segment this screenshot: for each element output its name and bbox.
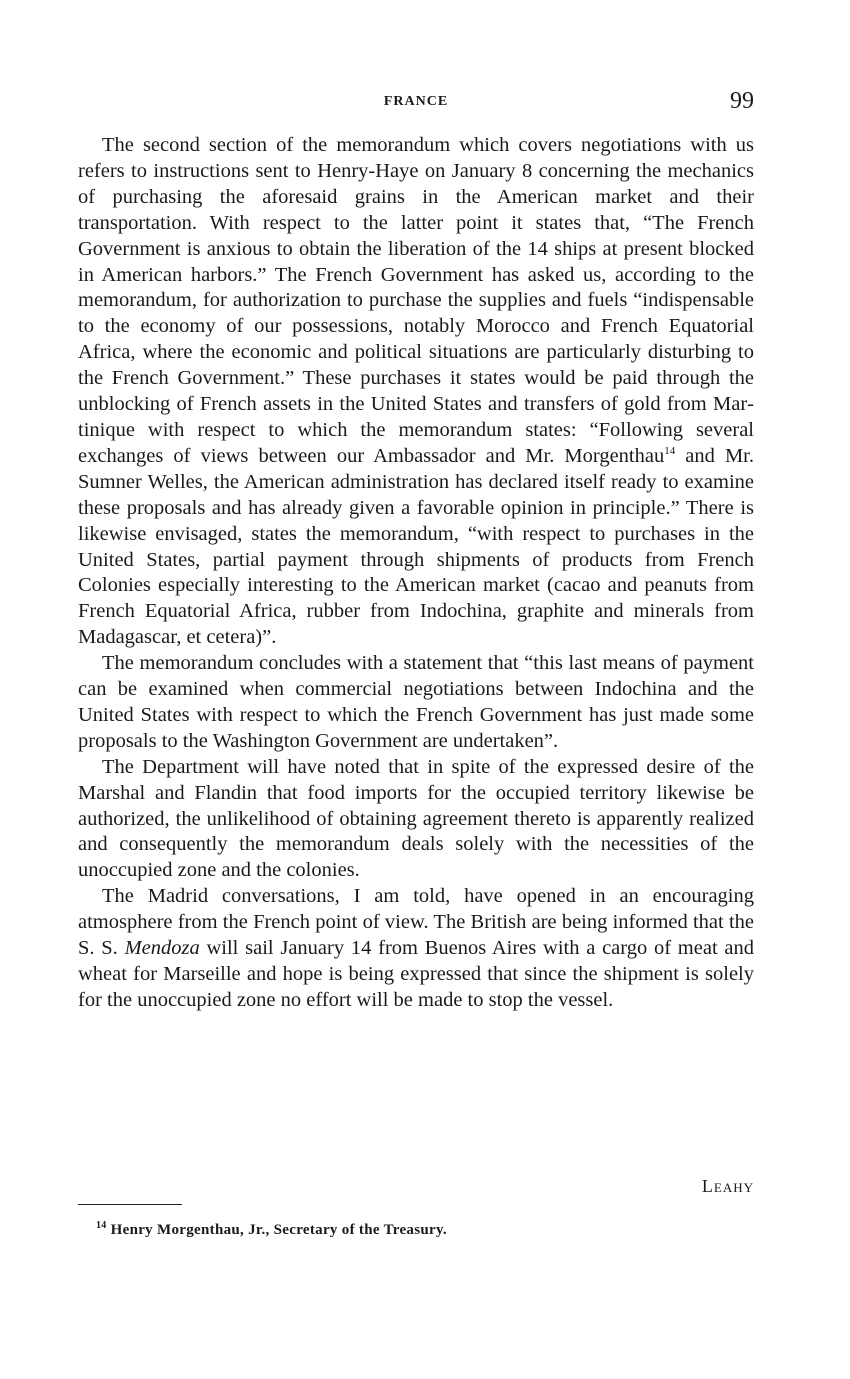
footnote [96,1222,447,1239]
paragraph-4-text: The Madrid conversations, I am told, have opened in an encouraging atmosphere from the French point of view. The British are being informed that the S. S. [78,885,754,960]
paragraph-4 [78,884,754,1014]
paragraph-4-text-continued: will sail January 14 from Buenos Aires with a cargo of meat and wheat for Marseille and hope is being expressed that since the shipment is solely for the unoccupied zone no effort will be made to stop the vessel. [78,937,754,1011]
footnote-reference: 14 [664,444,676,457]
footnote-text: Henry Morgenthau, Jr., Secretary of the Treasury. [106,1222,447,1238]
paragraph-3: The Department will have noted that in spite of the expressed desire of the Marshal and Flandin that food imports for the occupied territory likewise be authorized, the unlikelihood of obtaining agreement thereto is apparently realized and consequently the memorandum deals solely with the necessities of the unoccupied zone and the colonies. [78,755,754,882]
paragraph-1-text: The second section of the memorandum which covers negotiations with us refers to instructions sent to Henry-Haye on January 8 concerning the mechanics of purchasing the aforesaid grains in the American market and their transportation. With respect to the latter point it states that, “The French Government is anxious to obtain the liberation of the 14 ships at present blocked in American harbors.” The French Government has asked us, according to the memorandum, for authorization to purchase the supplies and fuels “indispensable to the economy of our possessions, notably Morocco and French Equatorial Africa, where the economic and political situations are particularly disturbing to the French Government.” These purchases it states would be paid through the unblocking of French assets in the United States and transfers of gold from Martinique with respect to which the memorandum states: “Following several exchanges of views between our Ambassador and Mr. Morgenthau [78,134,754,467]
page-header [78,90,754,120]
footnote-number: 14 [96,1220,107,1231]
paragraph-2: The memorandum concludes with a statement that “this last means of payment can be examined when commercial negotiations between Indochina and the United States with respect to which the French Government has just made some proposals to the Washington Government are undertaken”. [78,652,754,752]
paragraph-1 [78,133,754,651]
ship-name: Mendoza [124,937,200,960]
paragraph-1-text-continued: and Mr. Sumner Welles, the American administration has declared itself ready to examine these proposals and has already given a favorable opinion in principle.” There is likewise envisaged, states the memorandum, “with respect to purchases in the United States, partial payment through shipments of products from French Colonies especially interesting to the American market (cacao and peanuts from French Equatorial Africa, rubber from Indochina, graphite and minerals from Madagascar, et cetera)”. [78,444,754,649]
footnote-divider [78,1204,182,1205]
running-head: FRANCE [383,94,449,109]
signature: Leahy [701,1176,754,1196]
body-text [78,133,754,1014]
page-number: 99 [730,88,754,114]
